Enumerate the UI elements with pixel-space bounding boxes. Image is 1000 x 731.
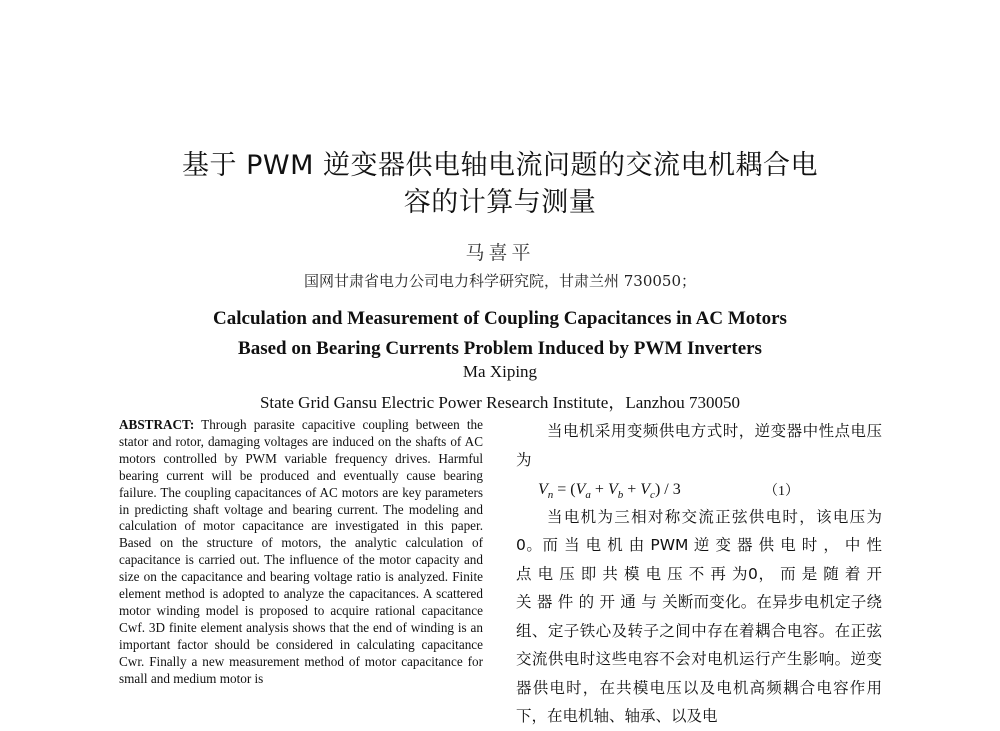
- equation-row: [516, 474, 882, 503]
- title-en-line2: Based on Bearing Currents Problem Induced by PWM Inverters: [238, 338, 762, 359]
- abstract-label: ABSTRACT:: [119, 417, 195, 432]
- paper-title-cn: [100, 147, 900, 221]
- author-en: Ma Xiping: [462, 362, 538, 381]
- body-column-cn: [516, 417, 882, 731]
- affiliation-en: State Grid Gansu Electric Power Research Institute，Lanzhou 730050: [259, 393, 741, 412]
- equation-number: （1）: [764, 484, 799, 499]
- affiliation-cn: 国网甘肃省电力公司电力科学研究院，甘肃兰州 730050；: [303, 272, 697, 290]
- author-cn: 马喜平: [465, 242, 535, 264]
- paper-title-en: [0, 304, 1000, 364]
- equation-neutral-voltage: $V_n = (V_a + V_b + V_c) / 3$: [538, 481, 681, 502]
- title-cn-line1: 基于 PWM 逆变器供电轴电流问题的交流电机耦合电: [182, 150, 818, 181]
- abstract: [119, 417, 483, 688]
- title-en-line1: Calculation and Measurement of Coupling Capacitances in AC Motors: [213, 308, 787, 329]
- body-paragraph-1: 当电机采用变频供电方式时，逆变器中性点电压为: [516, 422, 882, 469]
- body-paragraph-2: 当电机为三相对称交流正弦供电时，该电压为0。而 当 电 机 由 PWM 逆 变 器 供 电 时 ， 中 性 点 电 压 即 共 模 电 压 不 再 为0， 而 是 随 着 开 关 器 件 的 开 通 与 关断而变化。在异步电机定子绕组、定子铁心及转子之间中存在着耦合电容。在正弦交流供电时这些电容不会对电机运行产生影响。逆变器供电时，在共模电压以及电机高频耦合电容作用下，在电机轴、轴承、以及电: [516, 507, 882, 725]
- title-cn-line2: 容的计算与测量: [403, 187, 597, 218]
- abstract-text: Through parasite capacitive coupling between the stator and rotor, damaging voltages are induced on the shafts of AC motors controlled by PWM variable frequency drives. Harmful bearing current will be produced and eventually cause bearing failure. The coupling capacitances of AC motors are key parameters in predicting shaft voltage and bearing current. The modeling and calculation of motor capacitance are investigated in this paper. Based on the structure of motors, the analytic calculation of capacitance is carried out. The influence of the motor capacity and size on the capacitance and bearing voltage ratio is analyzed. Finite element method is adopted to analyze the capacitances. A scattered motor winding model is proposed to acquire rational capacitance Cwf. 3D finite element analysis shows that the end of winding is an important factor should be considered in calculating capacitance Cwr. Finally a new measurement method of motor capacitance for small and medium motor is: [119, 417, 483, 686]
